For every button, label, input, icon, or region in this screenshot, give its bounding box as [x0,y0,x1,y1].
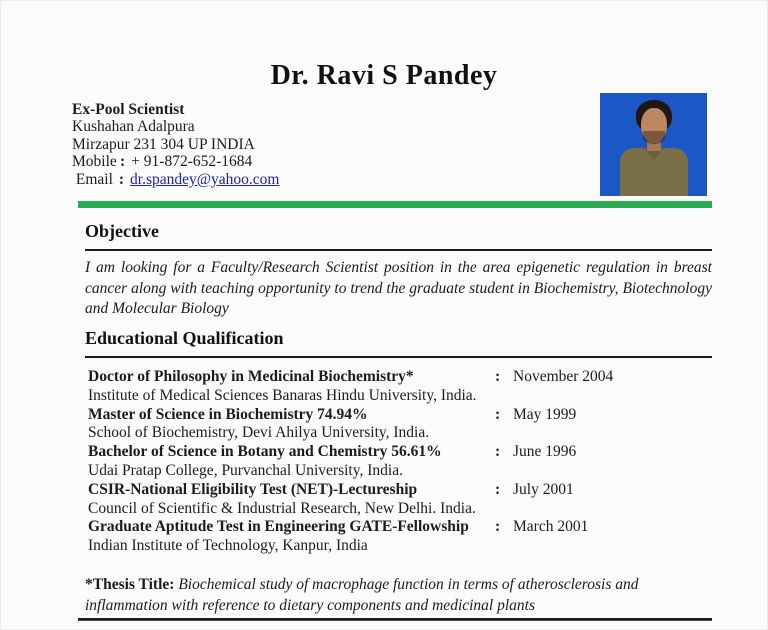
objective-heading-rule [85,249,712,251]
degree-date-separator: : [495,518,501,536]
email-label: Email [75,170,113,188]
degree-date: June 1996 [513,443,577,461]
thesis-note [85,574,712,616]
degree-date-separator: : [495,443,501,461]
education-list [88,368,712,556]
education-entry [88,481,712,519]
email-colon: : [118,170,125,188]
degree-institution: School of Biochemistry, Devi Ahilya University, India. [88,424,430,442]
degree-institution: Udai Pratap College, Purvanchal University, India. [88,461,403,479]
education-entry [88,406,712,444]
degree-title: Bachelor of Science in Botany and Chemistry 56.61% [88,443,442,461]
degree-date: May 1999 [513,405,577,423]
education-degree-row [88,406,712,425]
education-heading: Educational Qualification [85,328,284,348]
degree-institution: Indian Institute of Technology, Kanpur, India [88,537,368,555]
degree-date-separator: : [495,368,501,385]
profile-photo [600,93,707,196]
degree-title: Master of Science in Biochemistry 74.94% [88,405,368,423]
degree-date: July 2001 [513,480,574,498]
degree-date-separator: : [495,480,501,498]
contact-email-row [72,171,279,188]
contact-block [72,101,279,188]
degree-date-separator: : [495,405,501,423]
mobile-label: Mobile [72,153,117,171]
degree-date: November 2004 [513,368,614,385]
bottom-divider-rule [78,618,712,621]
contact-address-line-2: Mirzapur 231 304 UP INDIA [72,135,255,153]
education-entry [88,443,712,481]
contact-address-line-1: Kushahan Adalpura [72,118,195,136]
mobile-number: + 91-872-652-1684 [131,153,253,171]
degree-title: Doctor of Philosophy in Medicinal Biochemistry* [88,368,414,385]
mobile-colon: : [120,153,126,171]
objective-paragraph: I am looking for a Faculty/Research Scientist position in the area epigenetic regulation in breast cancer along with teaching opportunity to trend the graduate student in Biochemistry, Biotechnology and Molecular Biology [85,259,712,318]
email-link[interactable]: dr.spandey@yahoo.com [130,170,280,188]
thesis-label: *Thesis Title: [85,576,175,593]
green-divider-bar [78,201,712,208]
degree-date: March 2001 [513,518,589,536]
degree-institution: Council of Scientific & Industrial Research, New Delhi. India. [88,499,476,517]
photo-beard-shape [643,131,665,144]
contact-mobile-row [72,153,279,170]
education-entry [88,368,712,406]
thesis-text: Biochemical study of macrophage function in terms of atherosclerosis and inflammation with reference to dietary components and medicinal plants [85,576,639,614]
degree-title: CSIR-National Eligibility Test (NET)-Lectureship [88,480,418,498]
objective-heading: Objective [85,221,159,241]
education-degree-row [88,481,712,500]
education-entry [88,518,712,556]
education-degree-row [88,518,712,537]
degree-institution: Institute of Medical Sciences Banaras Hindu University, India. [88,386,477,404]
education-degree-row [88,368,712,387]
page-title: Dr. Ravi S Pandey [270,60,498,91]
contact-role: Ex-Pool Scientist [72,101,185,118]
education-degree-row [88,443,712,462]
education-heading-rule [85,356,712,358]
degree-title: Graduate Aptitude Test in Engineering GATE-Fellowship [88,518,469,536]
